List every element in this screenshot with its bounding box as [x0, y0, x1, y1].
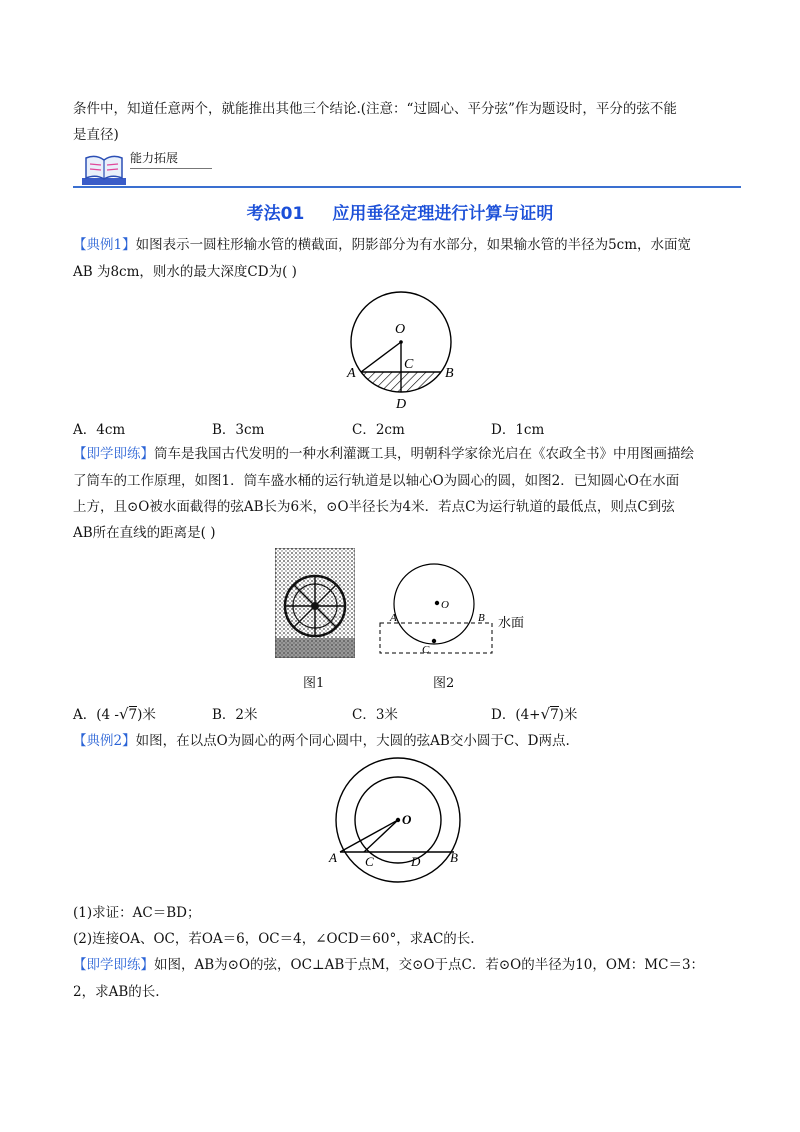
practice1-option-c: C．3米: [352, 707, 398, 723]
ex1-option-b: B．3cm: [212, 422, 265, 438]
label-D: D: [396, 397, 407, 412]
ex2-label-B: B: [450, 850, 458, 865]
ex1-line-2: AB 为8cm，则水的最大深度CD为( ): [73, 264, 297, 280]
practice2-tag: 【即学即练】: [73, 957, 154, 973]
method-number: 考法01: [246, 204, 305, 224]
section-badge: 能力拓展: [130, 148, 212, 169]
ex1-option-a: A．4cm: [73, 422, 126, 438]
waterwheel-image: [275, 548, 355, 662]
ex2-label-D: D: [411, 854, 421, 869]
label-B: B: [445, 366, 454, 381]
method-title: [0, 199, 800, 224]
ex2-line-1: 【典例2】如图，在以点O为圆心的两个同心圆中，大圆的弦AB交小圆于C、D两点.: [73, 733, 570, 749]
ex1-tag: 【典例1】: [73, 237, 136, 253]
fig2-caption: 图2: [433, 676, 455, 691]
fig2-label-A: A: [390, 612, 397, 624]
practice1-option-d: D．(4+√7)米: [491, 705, 578, 723]
fig2-label-B: B: [478, 612, 485, 624]
label-O: O: [395, 322, 406, 337]
fig2-water-label: 水面: [498, 615, 525, 630]
practice2-line-1: 【即学即练】如图，AB为⊙O的弦，OC⊥AB于点M，交⊙O于点C．若⊙O的半径为10，OM：MC＝3：: [73, 957, 705, 973]
ex2-tag: 【典例2】: [73, 733, 136, 749]
ex1-option-c: C．2cm: [352, 422, 405, 438]
ex2-label-O: O: [402, 812, 412, 827]
practice2-line-2: 2，求AB的长.: [73, 984, 160, 1000]
fig2-label-O: O: [441, 599, 449, 611]
section-divider: [73, 186, 741, 188]
fig1-caption: 图1: [303, 676, 325, 691]
label-A: A: [347, 366, 356, 381]
practice1-line-3: 上方，且⊙O被水面截得的弦AB长为6米，⊙O半径长为4米．若点C为运行轨道的最低点，则点C到弦: [73, 499, 675, 515]
method-text: 应用垂径定理进行计算与证明: [332, 204, 554, 224]
practice1-line-2: 了筒车的工作原理，如图1．筒车盛水桶的运行轨道是以轴心O为圆心的圆，如图2．已知圆心O在水面: [73, 473, 680, 489]
practice1-line-4: AB所在直线的距离是( ): [73, 525, 216, 541]
practice1-tag: 【即学即练】: [73, 446, 154, 462]
ex1-line-1: 【典例1】如图表示一圆柱形输水管的横截面，阴影部分为有水部分，如果输水管的半径为5cm，水面宽: [73, 237, 692, 253]
ex1-figure: [338, 290, 468, 419]
practice1-option-b: B．2米: [212, 707, 258, 723]
intro-line-1: 条件中，知道任意两个，就能推出其他三个结论.(注意：“过圆心、平分弦”作为题设时，平分的弦不能: [73, 101, 677, 117]
label-C: C: [404, 357, 414, 372]
fig2-label-C: C: [422, 644, 430, 656]
intro-line-2: 是直径): [73, 127, 119, 143]
ex-practice1-figure2: [370, 555, 535, 669]
ex1-option-d: D．1cm: [491, 422, 545, 438]
ex2-label-C: C: [365, 854, 374, 869]
practice1-line-1: 【即学即练】筒车是我国古代发明的一种水利灌溉工具，明朝科学家徐光启在《农政全书》中用图画描绘: [73, 446, 694, 462]
ex2-label-A: A: [329, 850, 337, 865]
ex2-question-1: (1)求证：AC＝BD；: [73, 905, 201, 921]
practice1-option-a: A．(4 -√7)米: [73, 705, 156, 723]
ex2-figure: [326, 756, 476, 895]
ex2-question-2: (2)连接OA、OC，若OA＝6，OC＝4，∠OCD＝60°，求AC的长.: [73, 931, 475, 947]
